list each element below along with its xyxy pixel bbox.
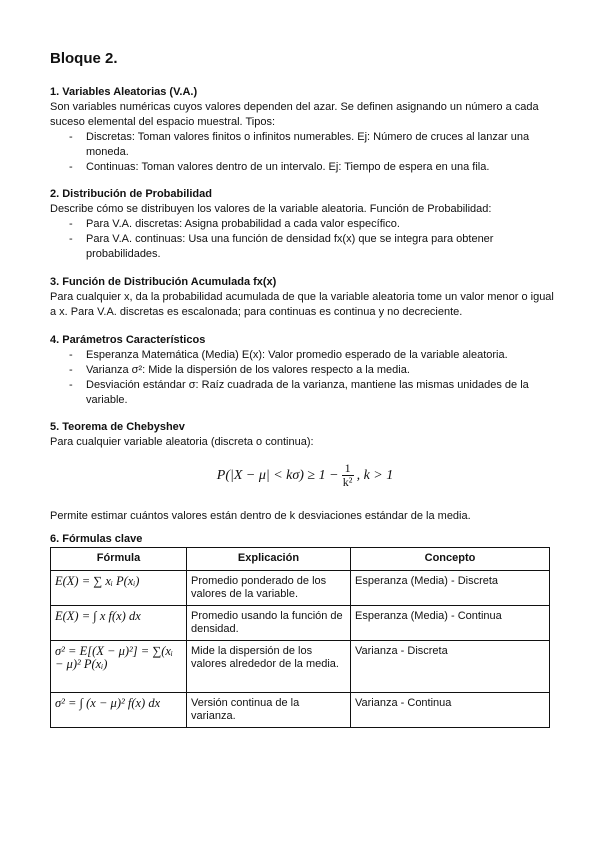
section-text: Permite estimar cuántos valores están dentro de k desviaciones estándar de la media. xyxy=(50,510,471,522)
section-text: Son variables numéricas cuyos valores dependen del azar. Se definen asignando un número a cada suceso elemental del espacio muestral. Tipos: xyxy=(50,101,539,128)
formula-cell: σ² = ∫ (x − μ)² f(x) dx xyxy=(51,693,187,728)
section-heading: 3. Función de Distribución Acumulada fx(x) xyxy=(50,276,277,288)
explanation-cell: Mide la dispersión de los valores alrededor de la media. xyxy=(187,641,351,693)
explanation-cell: Promedio ponderado de los valores de la variable. xyxy=(187,571,351,606)
table-header-row xyxy=(51,548,550,571)
bullet-list xyxy=(50,217,560,262)
chebyshev-formula: P(|X − μ| < kσ) ≥ 1 − $\frac{1}{\text{k²}}$ , k > 1 xyxy=(216,460,394,489)
list-item: - Para V.A. continuas: Usa una función de densidad fx(x) que se integra para obtener probabilidades. xyxy=(50,232,560,262)
concept-cell: Esperanza (Media) - Continua xyxy=(351,606,550,641)
table-row xyxy=(51,693,550,728)
table-row xyxy=(51,641,550,693)
section-chebyshev xyxy=(50,420,560,524)
formula-cell: σ² = E[(X − μ)²] = ∑(xᵢ − μ)² P(xᵢ) xyxy=(51,641,187,693)
table-row xyxy=(51,571,550,606)
formula-cell: E(X) = ∑ xᵢ P(xᵢ) xyxy=(51,571,187,606)
bullet-list xyxy=(50,348,560,408)
section-heading: 6. Fórmulas clave xyxy=(50,533,143,545)
column-header: Concepto xyxy=(351,548,550,571)
list-item: - Discretas: Toman valores finitos o infinitos numerables. Ej: Número de cruces al lanzar una moneda. xyxy=(50,130,560,160)
explanation-cell: Versión continua de la varianza. xyxy=(187,693,351,728)
section-key-formulas xyxy=(50,532,560,728)
list-item: - Para V.A. discretas: Asigna probabilidad a cada valor específico. xyxy=(50,217,560,232)
bullet-list xyxy=(50,130,560,175)
column-header: Fórmula xyxy=(51,548,187,571)
explanation-cell: Promedio usando la función de densidad. xyxy=(187,606,351,641)
section-text: Para cualquier variable aleatoria (discreta o continua): xyxy=(50,436,314,448)
concept-cell: Varianza - Discreta xyxy=(351,641,550,693)
section-cumulative-distribution xyxy=(50,275,560,320)
fraction: $\frac{1}{\text{k²}}$ xyxy=(342,460,353,489)
page-title: Bloque 2. xyxy=(50,50,118,67)
section-heading: 1. Variables Aleatorias (V.A.) xyxy=(50,86,198,98)
section-random-variables xyxy=(50,85,560,175)
formulas-table xyxy=(50,547,550,728)
list-item: - Desviación estándar σ: Raíz cuadrada de la varianza, mantiene las mismas unidades de la variable. xyxy=(50,378,560,408)
section-probability-distribution xyxy=(50,187,560,262)
section-heading: 2. Distribución de Probabilidad xyxy=(50,188,212,200)
list-item: - Varianza σ²: Mide la dispersión de los valores respecto a la media. xyxy=(50,363,560,378)
section-text: Para cualquier x, da la probabilidad acumulada de que la variable aleatoria tome un valor menor o igual a x. Para V.A. discretas es escalonada; para continuas es continua y no decreciente. xyxy=(50,291,554,318)
concept-cell: Esperanza (Media) - Discreta xyxy=(351,571,550,606)
table-row xyxy=(51,606,550,641)
column-header: Explicación xyxy=(187,548,351,571)
section-parameters xyxy=(50,333,560,408)
section-text: Describe cómo se distribuyen los valores de la variable aleatoria. Función de Probabilidad: xyxy=(50,203,492,215)
formula-cell: E(X) = ∫ x f(x) dx xyxy=(51,606,187,641)
list-item: - Continuas: Toman valores dentro de un intervalo. Ej: Tiempo de espera en una fila. xyxy=(50,160,560,175)
section-heading: 4. Parámetros Característicos xyxy=(50,334,206,346)
concept-cell: Varianza - Continua xyxy=(351,693,550,728)
section-heading: 5. Teorema de Chebyshev xyxy=(50,421,185,433)
list-item: - Esperanza Matemática (Media) E(x): Valor promedio esperado de la variable aleatoria. xyxy=(50,348,560,363)
